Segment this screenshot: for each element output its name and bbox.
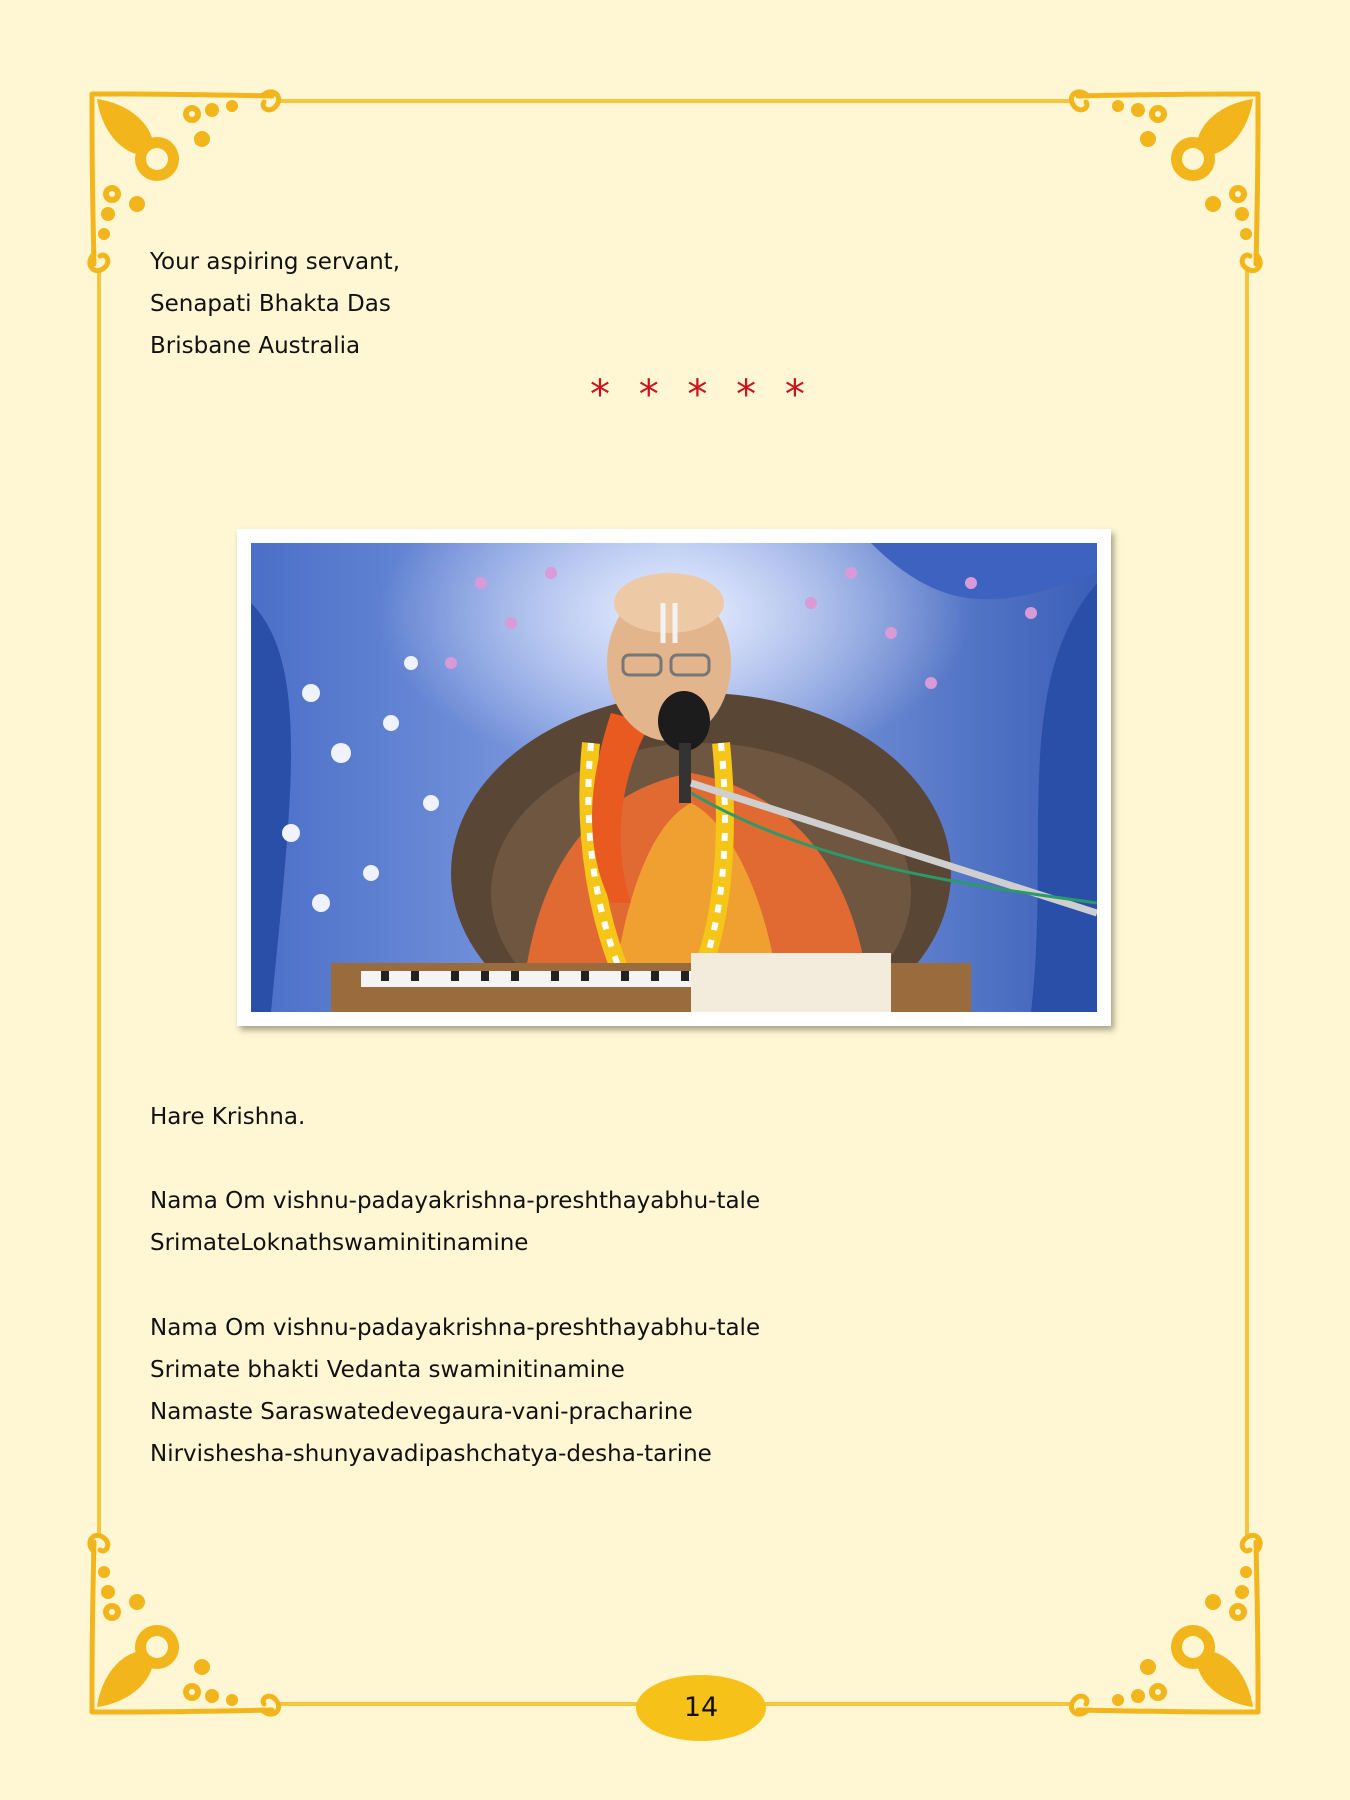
corner-ornament-bottom-right: [1068, 1522, 1268, 1722]
bottom-border-line-left: [280, 1702, 640, 1706]
signature-block: [150, 241, 400, 367]
devotee-photo: [251, 543, 1097, 1012]
verse-line: Nama Om vishnu-padayakrishna-preshthayabhu-tale: [150, 1315, 761, 1341]
star-separator: * * * * *: [590, 372, 813, 418]
bottom-border-line-right: [762, 1702, 1070, 1706]
top-border-line: [280, 99, 1070, 103]
verse-line: Nama Om vishnu-padayakrishna-preshthayabhu-tale: [150, 1188, 761, 1214]
right-border-line: [1245, 270, 1249, 1535]
verse-block-2: [150, 1307, 760, 1475]
page-number-badge: [636, 1675, 766, 1741]
verse-line: Srimate bhakti Vedanta swaminitinamine: [150, 1357, 625, 1383]
greeting-block: [150, 1096, 305, 1138]
photo-frame: [237, 529, 1111, 1026]
greeting: Hare Krishna.: [150, 1104, 306, 1130]
signature-name: Senapati Bhakta Das: [150, 291, 391, 317]
signature-location: Brisbane Australia: [150, 333, 361, 359]
photo-illustration: [251, 543, 1097, 1012]
page-number: 14: [683, 1692, 719, 1723]
left-border-line: [97, 270, 101, 1535]
verse-block-1: [150, 1180, 760, 1264]
signature-closing: Your aspiring servant,: [150, 249, 401, 275]
corner-ornament-bottom-left: [82, 1522, 282, 1722]
corner-ornament-top-right: [1068, 84, 1268, 284]
verse-line: Namaste Saraswatedevegaura-vani-pracharine: [150, 1399, 693, 1425]
verse-line: SrimateLoknathswaminitinamine: [150, 1230, 529, 1256]
verse-line: Nirvishesha-shunyavadipashchatya-desha-tarine: [150, 1441, 712, 1467]
